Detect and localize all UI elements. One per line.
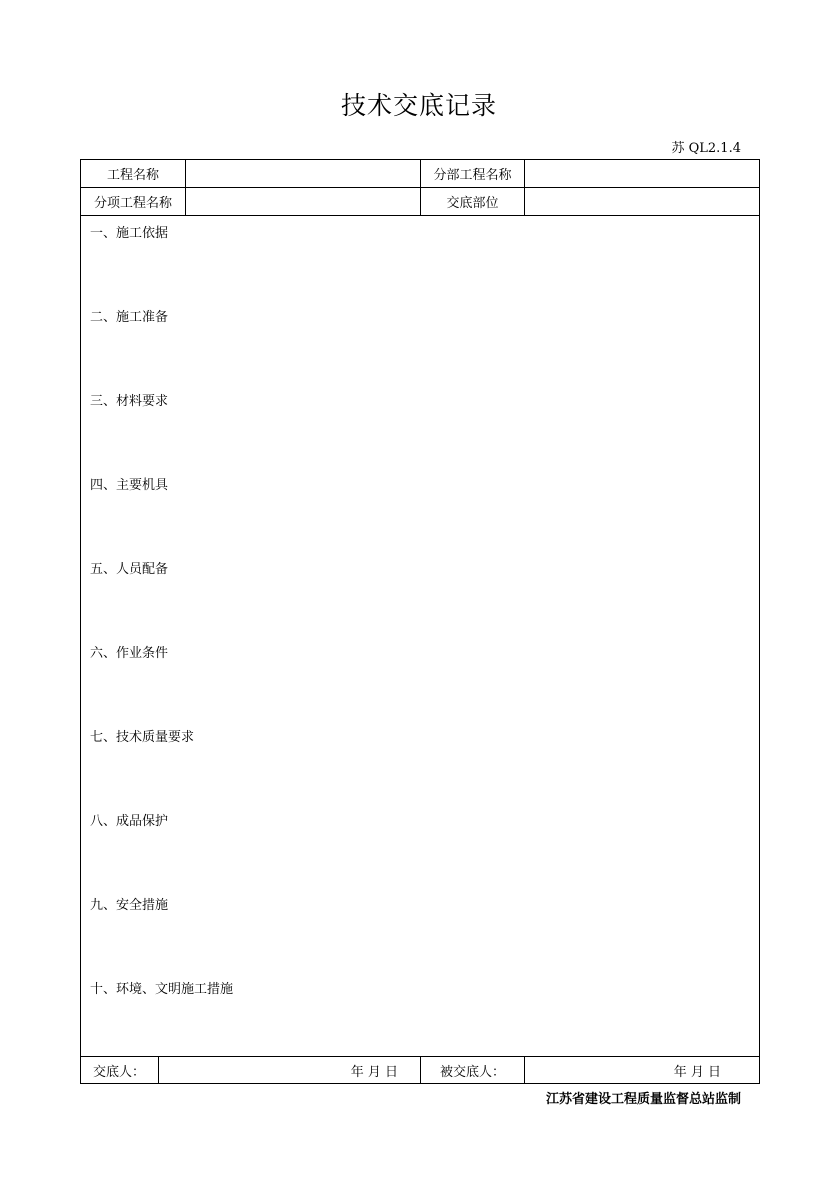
section-quality: 七、技术质量要求 [90, 730, 195, 745]
issuer-note: 江苏省建设工程质量监督总站监制 [545, 1092, 741, 1107]
receiver-label: 被交底人： [421, 1057, 525, 1084]
section-basis: 一、施工依据 [90, 226, 169, 241]
subitem-label: 分项工程名称 [81, 188, 186, 216]
section-machinery: 四、主要机具 [90, 478, 169, 493]
discloser-label: 交底人： [81, 1057, 159, 1084]
section-protection: 八、成品保护 [90, 814, 169, 829]
disclosure-form [80, 159, 760, 1084]
signature-row [81, 1057, 760, 1084]
header-row-1 [81, 160, 760, 188]
location-field[interactable] [525, 188, 760, 216]
project-name-field[interactable] [186, 160, 421, 188]
subitem-field[interactable] [186, 188, 421, 216]
disclosure-content[interactable] [81, 216, 760, 1057]
section-materials: 三、材料要求 [90, 394, 169, 409]
section-staffing: 五、人员配备 [90, 562, 169, 577]
content-row [81, 216, 760, 1057]
project-name-label: 工程名称 [81, 160, 186, 188]
discloser-date-field[interactable]: 年 月 日 [159, 1057, 421, 1084]
location-label: 交底部位 [421, 188, 525, 216]
section-environment: 十、环境、文明施工措施 [90, 982, 234, 997]
division-field[interactable] [525, 160, 760, 188]
document-title: 技术交底记录 [340, 91, 497, 120]
section-conditions: 六、作业条件 [90, 646, 169, 661]
form-code: 苏 QL2.1.4 [671, 141, 741, 156]
division-label: 分部工程名称 [421, 160, 525, 188]
section-preparation: 二、施工准备 [90, 310, 169, 325]
receiver-date-field[interactable]: 年 月 日 [525, 1057, 760, 1084]
header-row-2 [81, 188, 760, 216]
section-safety: 九、安全措施 [90, 898, 169, 913]
